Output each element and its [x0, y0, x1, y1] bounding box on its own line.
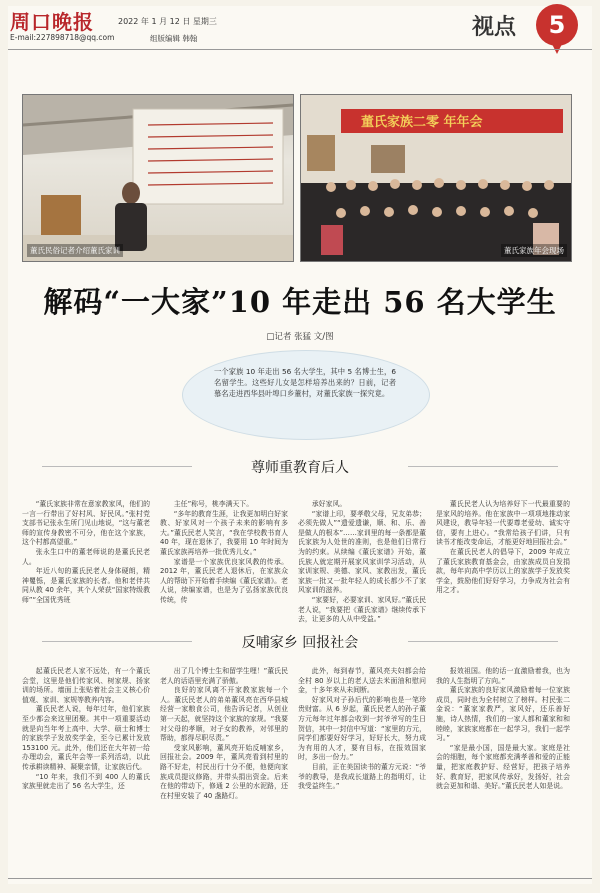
photo-family-annual-meeting — [300, 94, 572, 262]
paragraph: “10 年来，我们不到 400 人的董氏家族里就走出了 56 名大学生，还 — [22, 772, 150, 791]
footer-divider — [8, 878, 592, 879]
article-headline: 解码“一大家”10 年走出 56 名大学生 — [43, 285, 557, 319]
paragraph: 董氏民老人认为培养好下一代最重要的是家风的培养。他在家族中一项项地推动家风建设，教导年轻一代要尊老爱幼、诚实守信，要有上进心。“我常给孩子们讲，只有读书才能改变命运，才能更好地回报社会。” — [436, 500, 570, 547]
photo-elder-introducing-family-rules — [22, 94, 294, 262]
paragraph: 董氏民老人说，每年过年，他们家族至少都会来这里团聚。其中一项重要活动就是向当年考上高中、大学、硕士和博士的家族学子发放奖学金，至今已累计发放 153100 元。此外，他们还在大年初一给办理动会，董氏年会等一系列活动，以此传承耕读精神、凝聚亲情，让家族后代。 — [22, 705, 150, 771]
issue-date: 2022 年 1 月 12 日 星期三 — [118, 17, 217, 26]
paragraph: 好家风对子孙后代的影响也是一笔珍贵财富。从 6 岁起，董氏民老人的孙子董方元每年过年都会收到一封爷爷写的生日贺信，其中一封信中写道：“家里的方元，同学们都要好好学习，好好长大，努力成为有用的人才，要有目标，在报效国家时，多出一份力。” — [298, 695, 426, 762]
paragraph: 董氏家族的良好家风激励着每一位家族成员，同时也为全村树立了榜样。村民张二金说：“董家家教严，家风好，还乐善好施，诗人热情，我们的一家人都和董家和和睦睦，家族家庭都在一起学习，我们一起学习。” — [436, 686, 570, 743]
article-byline: □记者 张猛 文/图 — [266, 332, 334, 342]
subhead-respect-teachers: 尊师重教育后人 — [251, 460, 349, 476]
photo-illustration-right — [301, 95, 571, 261]
masthead: 周口晚报 — [10, 10, 94, 34]
text-column-lower-3 — [298, 667, 426, 867]
paragraph: 受家风影响，董风亮开始反哺家乡，回报社会。2009 年，董风亮看到村里的路不好走，村民出行十分不便，他便向家族成员提议修路，并带头捐出资金。后来在他的带动下，修通 2 公里的水泥路，还在村里安装了 40 盏路灯。 — [160, 743, 288, 800]
contact-email: E-mail:227898718@qq.com — [10, 33, 115, 42]
paragraph: 报效祖国。他的话一直激励着我，也为我的人生指明了方向。” — [436, 667, 570, 685]
paragraph: “多年的教育生涯，让我更加明白好家教、好家风对一个孩子未来的影响有多大。”董氏民老人笑言，“我在学校教书育人 40 年，现在退休了，我要用 10 年时间为董氏家族再培养一批优秀儿女。” — [160, 509, 288, 556]
paragraph: 此外，每到春节，董风亮夫妇都会给全村 80 岁以上的老人送去米面油和慰问金，十多年来从未间断。 — [298, 667, 426, 695]
header-divider — [8, 49, 592, 50]
paragraph: 张永生口中的董老师说的是董氏民老人。 — [22, 547, 150, 566]
paragraph: 在董氏民老人的倡导下，2009 年成立了董氏家族教育基金会，由家族成员自发捐款，每年向高中学历以上的家族学子发放奖学金，鼓励他们好好学习，力争成为社会有用之才。 — [436, 547, 570, 595]
article-summary: 一个家族 10 年走出 56 名大学生，其中 5 名博士生，6 名留学生。这些好儿女是怎样培养出来的？日前，记者慕名走进西华县叶埠口乡董村，对董氏家族一探究竟。 — [214, 367, 396, 398]
text-column-upper-1 — [22, 500, 150, 618]
text-column-upper-2 — [160, 500, 288, 618]
page-number-badge — [536, 4, 578, 46]
section-title: 视点 — [472, 15, 517, 40]
photo-caption-right: 董氏家族年会现场 — [501, 244, 567, 257]
text-column-upper-3 — [298, 500, 426, 624]
photo-illustration-left — [23, 95, 293, 261]
paragraph: “家要好，必要家训、家风好。”董氏民老人说，“我要把《董氏家谱》继续传承下去，让更多的人从中受益。” — [298, 595, 426, 624]
paragraph: 主任”称号，桃李满天下。 — [173, 500, 254, 508]
paragraph: 家谱是一个家族优良家风教的传承。2012 年，董氏民老人退休后，在家族众人的帮助下开始着手续编《董氏家谱》。老人说，续编家谱，也是为了弘扬家族优良传统，传 — [160, 557, 288, 604]
paragraph: “家是最小国，国是最大家。家庭是社会的细胞，每个家庭都充满孝善和爱的正能量，把家庭教护好、经营好，把孩子培养好、教育好，把家风传承好，发扬好，社会就会更加和谐、美好。”董氏民老人如是说。 — [436, 743, 570, 791]
paragraph: 承好家风。 — [311, 500, 347, 508]
paragraph: 起董氏民老人家不远处，有一个董氏会堂，这里是他们传家风、树家规、扬家训的场所。墙面上张贴着社会主义核心价值观、家训、家规等教养内容。 — [22, 667, 150, 704]
text-column-lower-2 — [160, 667, 288, 867]
editor-credits: 组版编辑 韩翰 — [150, 34, 198, 43]
banner-text: 董氏家族二零 年年会 — [361, 115, 483, 130]
subhead-give-back: 反哺家乡 回报社会 — [241, 635, 359, 651]
paragraph: 年近八旬的董氏民老人身体硬朗，精神矍铄，是董氏家族的长者。他和老伴共同从教 40 余年，其个人荣获“国家特级教师”“全国优秀班 — [22, 567, 150, 604]
subhead-rule-right-2 — [408, 641, 558, 642]
subhead-rule-right — [408, 466, 558, 467]
text-column-lower-1 — [22, 667, 150, 867]
text-column-upper-4 — [436, 500, 570, 618]
paragraph: 目前，正在美国读书的董方元说：“爷爷的教导，是我成长道路上的指明灯，让我受益终生。” — [298, 762, 426, 791]
photo-caption-left: 董氏民俗记者介绍董氏家训 — [27, 244, 123, 257]
page-number: 5 — [548, 11, 566, 39]
paragraph: “家谱上印，要孝敬父母，兄友弟恭；必须先做人”“遗爱遗谦，顺、和、乐、善是做人的根本”……家训里的每一条都是董氏家族为人处世的准则，也是他们日常行为的约束。从续编《董氏家谱》开始，董氏族人就定期开展家风家训学习活动，从家训家规、美德、家风、家教出发，董氏家族一批又一批年轻人的成长都少不了家风家训的滋养。 — [298, 509, 426, 595]
paragraph: 出了几个博士生和留学生哩！”董氏民老人的话语里充满了骄傲。 — [160, 667, 288, 685]
text-column-lower-4 — [436, 667, 570, 867]
paragraph: 良好的家风离不开家教家族每一个人。董氏民老人的弟弟董风亮在西华县城经营一家粮食公司，他告诉记者，从创业第一天起，就坚持这个家族的家规。“我要对父母的孝顺，对子女的教养，对邻里的帮助，都得尽职尽责。” — [160, 686, 288, 743]
paragraph: “董氏家族非常在意家教家风，他们的一言一行带出了好村风、好民风。”张村党支部书记张永生所门见山地说，“这与董老师的宣传身教密不可分，他在这个家族，这个村都高望重。” — [22, 500, 150, 547]
